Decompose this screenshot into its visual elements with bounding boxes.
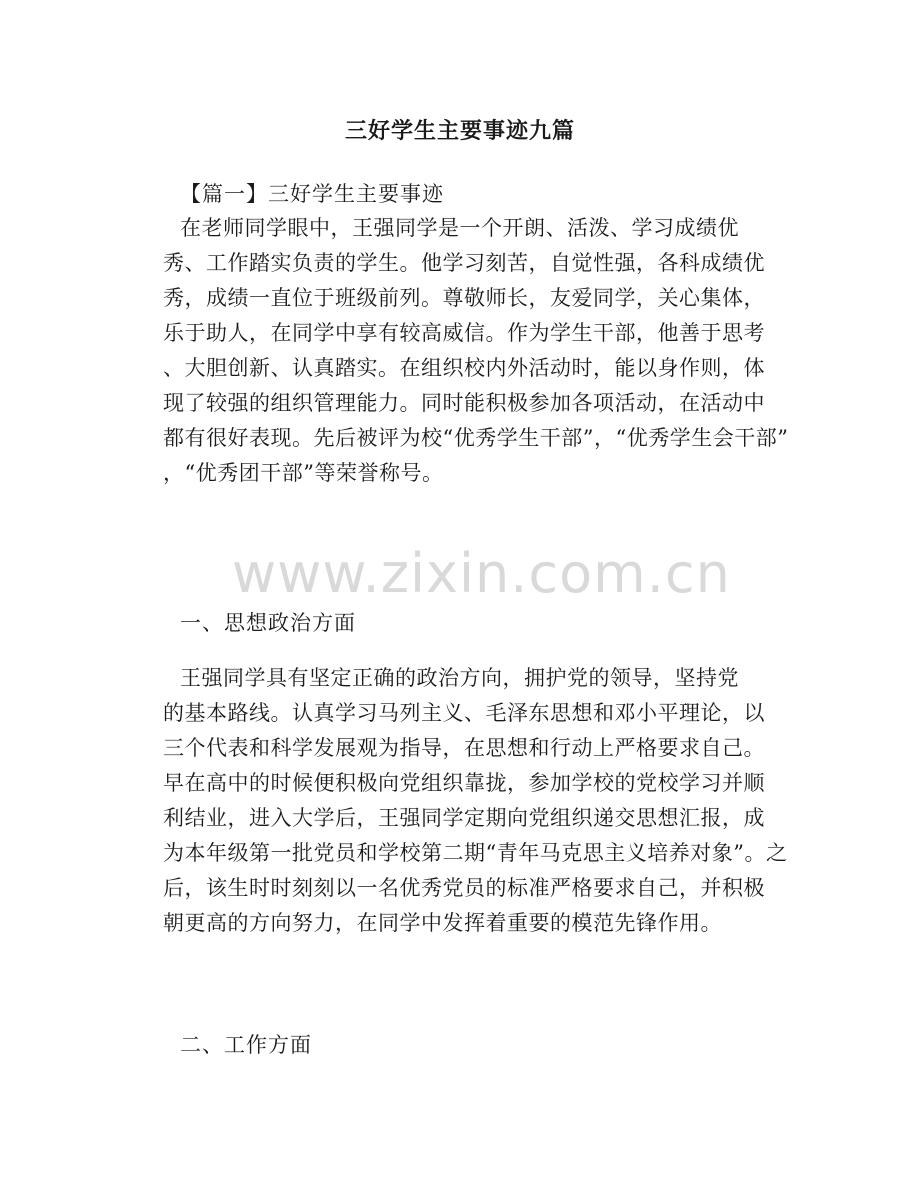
intro-paragraph (163, 211, 793, 491)
subheading-work: 二、工作方面 (180, 1033, 312, 1057)
paragraph-line: 王强同学具有坚定正确的政治方向，拥护党的领导，坚持党 (180, 666, 739, 690)
paragraph-line: 的基本路线。认真学习马列主义、毛泽东思想和邓小平理论，以 (163, 701, 765, 725)
paragraph-line: 朝更高的方向努力，在同学中发挥着重要的模范先锋作用。 (163, 911, 722, 935)
watermark: www.zixin.com.cn (232, 542, 731, 605)
paragraph-line: 、大胆创新、认真踏实。在组织校内外活动时，能以身作则，体 (163, 356, 765, 380)
politics-paragraph (163, 661, 793, 941)
paragraph-line: 乐于助人，在同学中享有较高威信。作为学生干部，他善于思考 (163, 321, 765, 345)
paragraph-line: 现了较强的组织管理能力。同时能积极参加各项活动，在活动中 (163, 391, 765, 415)
paragraph-line: 利结业，进入大学后，王强同学定期向党组织递交思想汇报，成 (163, 806, 765, 830)
section-heading: 【篇一】三好学生主要事迹 (180, 182, 444, 206)
subheading-politics: 一、思想政治方面 (180, 611, 356, 635)
paragraph-line: 在老师同学眼中，王强同学是一个开朗、活泼、学习成绩优 (180, 216, 739, 240)
document-title: 三好学生主要事迹九篇 (344, 119, 575, 144)
paragraph-line: 为本年级第一批党员和学校第二期“青年马克思主义培养对象”。之 (163, 841, 788, 865)
paragraph-line: 都有很好表现。先后被评为校“优秀学生干部”，“优秀学生会干部” (163, 426, 789, 450)
paragraph-line: ，“优秀团干部”等荣誉称号。 (163, 461, 444, 485)
paragraph-line: 三个代表和科学发展观为指导，在思想和行动上严格要求自己。 (163, 736, 765, 760)
paragraph-line: 秀、工作踏实负责的学生。他学习刻苦，自觉性强，各科成绩优 (163, 251, 765, 275)
paragraph-line: 秀，成绩一直位于班级前列。尊敬师长，友爱同学，关心集体， (163, 286, 765, 310)
paragraph-line: 早在高中的时候便积极向党组织靠拢，参加学校的党校学习并顺 (163, 771, 765, 795)
paragraph-line: 后，该生时时刻刻以一名优秀党员的标准严格要求自己，并积极 (163, 876, 765, 900)
